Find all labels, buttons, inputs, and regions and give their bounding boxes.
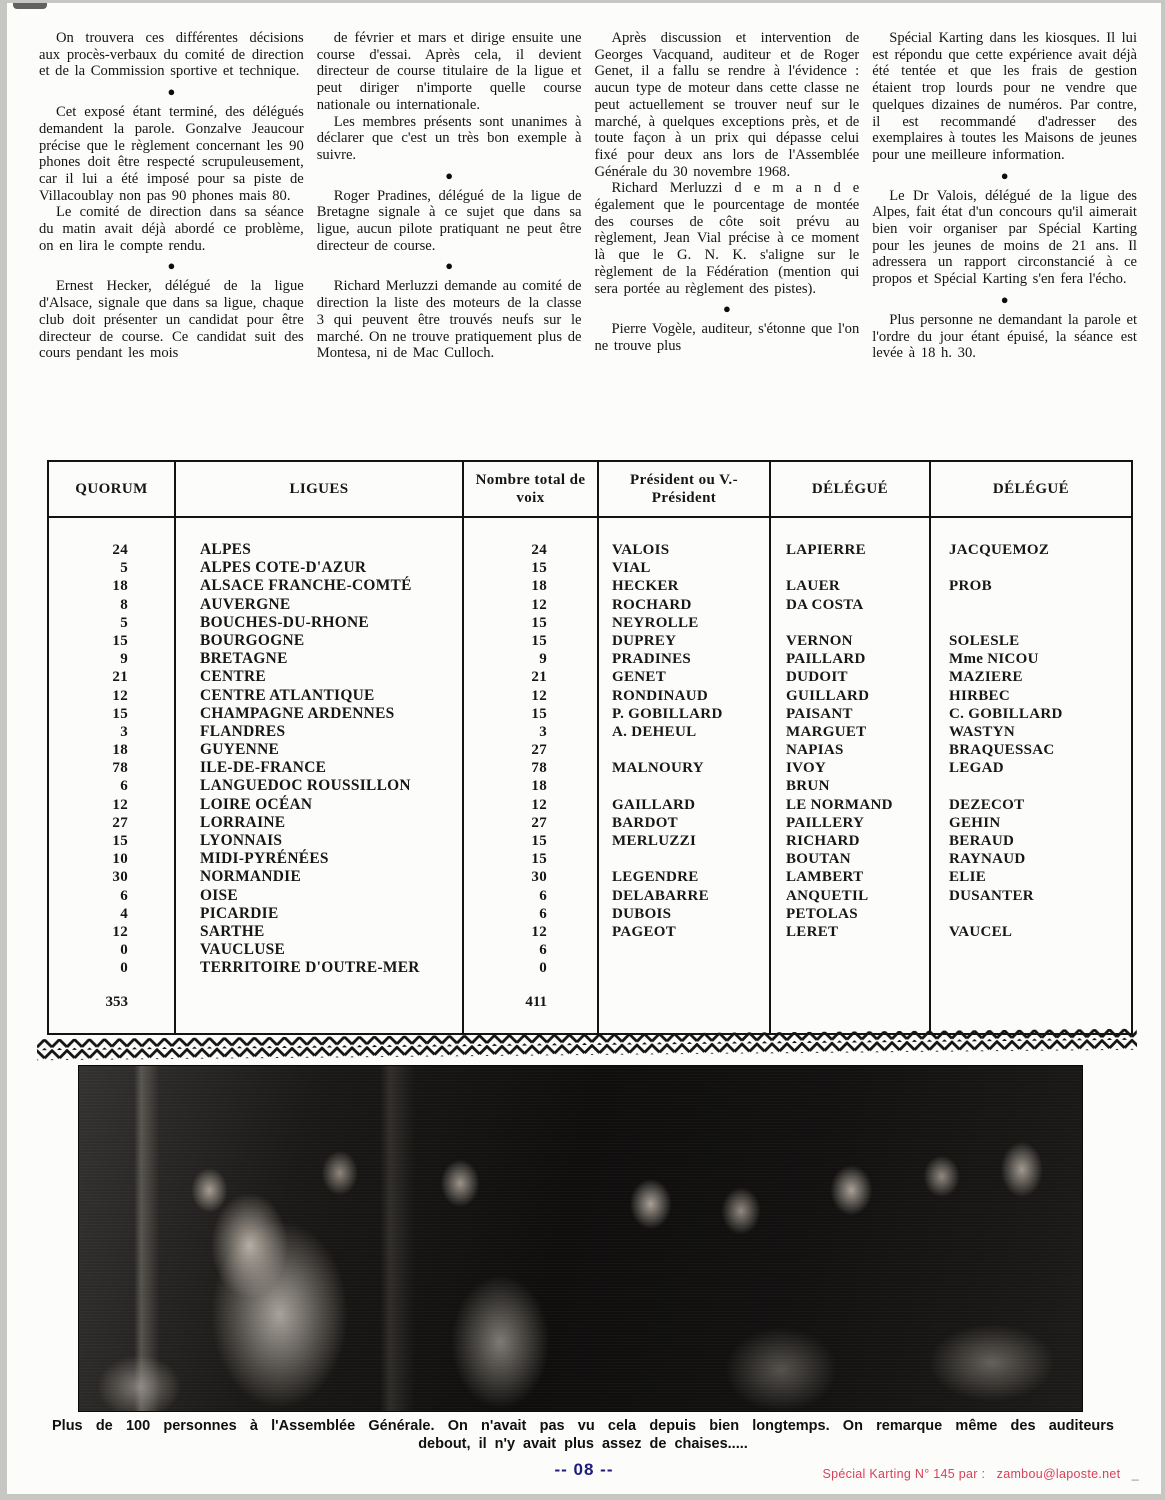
quorum-cell: 18 [112,578,128,595]
delegue1-cell: PETOLAS [786,905,858,922]
president-cell: DUBOIS [612,905,672,922]
quorum-cell: 10 [112,851,128,868]
voix-cell: 15 [531,614,547,631]
delegue2-cell [931,596,1131,614]
ligue-cell: ALPES [200,541,252,558]
ligue-cell: ALSACE FRANCHE-COMTÉ [200,577,412,595]
quorum-total: 353 [105,993,128,1010]
page-number: -- 08 -- [554,1460,614,1479]
delegue1-cell: LAUER [786,578,841,595]
voix-cell: 15 [531,705,547,722]
president-cell: LEGENDRE [612,869,699,886]
assembly-photo [79,1066,1082,1411]
president-cell: MALNOURY [612,760,704,777]
header-delegue-1: DÉLÉGUÉ [771,462,931,518]
president-cell: DELABARRE [612,887,709,904]
delegue1-cell: RICHARD [786,833,860,849]
delegue1-cell: DUDOIT [786,669,848,686]
quorum-cell: 3 [120,723,128,740]
digitization-credit [823,1467,1139,1481]
quorum-cell: 78 [112,760,128,777]
delegue2-cell: GEHIN [949,814,1001,831]
credit-email-link[interactable]: zambou@laposte.net [996,1467,1121,1481]
voix-cell: 6 [539,942,547,959]
delegue1-cell: LAPIERRE [786,542,866,558]
article-paragraph: Plus personne ne demandant la parole et l'ordre du jour étant épuisé, la séance est levée à 18 h. 30. [872,311,1137,362]
page-background [7,3,1161,1494]
delegue1-cell [771,614,929,632]
article-paragraph: Le comité de direction dans sa séance du matin avait déjà abordé ce problème, on en lira le compte rendu. [39,204,304,254]
column-delegue-2 [931,518,1131,1033]
quorum-table [47,460,1133,1035]
header-president: Président ou V.-Président [599,462,771,518]
delegue2-cell: MAZIERE [949,669,1023,686]
president-cell: RONDINAUD [612,687,709,704]
section-separator-bullet-icon: ● [445,258,454,274]
delegue2-cell: VAUCEL [949,923,1013,940]
voix-cell: 15 [531,833,547,849]
ligue-cell: ILE-DE-FRANCE [200,759,327,777]
delegue1-cell: PAISANT [786,705,853,722]
president-cell: VALOIS [612,542,670,558]
quorum-cell: 18 [112,742,128,759]
delegue1-cell: DA COSTA [786,596,864,613]
delegue2-cell: HIRBEC [949,687,1010,704]
ligue-cell: OISE [200,886,238,904]
ligue-cell: SARTHE [200,922,265,940]
president-cell: GAILLARD [612,796,696,813]
delegue1-cell: ANQUETIL [786,887,869,904]
ligue-cell: CHAMPAGNE ARDENNES [200,704,395,722]
ligue-cell: NORMANDIE [200,868,302,886]
quorum-table-header [49,462,1131,518]
delegue2-total [931,993,1131,1011]
voix-cell: 12 [531,796,547,813]
voix-cell: 0 [539,960,547,977]
president-cell [599,941,769,959]
voix-cell: 12 [531,687,547,704]
article-paragraph: Pierre Vogèle, auditeur, s'étonne que l'on ne trouve plus [594,321,860,354]
photo-caption-line-2: debout, il n'y avait plus assez de chaises..... [418,1436,748,1452]
header-delegue-2: DÉLÉGUÉ [931,462,1131,518]
delegue1-cell: PAILLARD [786,651,866,668]
delegue2-cell [931,959,1131,977]
president-cell: HECKER [612,578,679,595]
ligue-cell: PICARDIE [200,904,279,922]
delegue2-cell [931,777,1131,795]
quorum-cell: 15 [112,705,128,722]
article-paragraph: Le Dr Valois, délégué de la ligue des Alpes, fait état d'un concours qu'il aimerait bien voir organiser par Spécial Karting pour les jeunes de moins de 21 ans. Il adressera un rapport circonstancié à ce propos et Spécial Karting s'en fera l'écho. [872,187,1137,288]
ligue-cell: CENTRE ATLANTIQUE [200,686,375,704]
delegue2-cell: PROB [949,578,992,595]
president-cell: DUPREY [612,632,677,649]
column-quorum [49,518,176,1033]
header-ligues: LIGUES [176,462,464,518]
column-voix [464,518,599,1033]
ligue-cell: LYONNAIS [200,832,283,849]
article-paragraph: Ernest Hecker, délégué de la ligue d'Alsace, signale que dans sa ligue, chaque club doit présenter un candidat pour être directeur de course. Ce candidat suit des cours pendant les mois [39,278,304,362]
voix-cell: 6 [539,905,547,922]
ligue-cell: BOURGOGNE [200,631,305,649]
delegue2-cell [931,941,1131,959]
delegue1-cell: LERET [786,923,839,940]
president-cell [599,777,769,795]
delegue2-cell: DUSANTER [949,887,1034,904]
president-cell: BARDOT [612,814,678,831]
delegue1-cell: IVOY [786,760,827,777]
quorum-cell: 6 [120,778,128,795]
president-cell: VIAL [612,560,651,577]
section-separator-bullet-icon: ● [1000,291,1009,307]
quorum-cell: 12 [112,923,128,940]
quorum-cell: 9 [120,651,128,668]
voix-cell: 15 [531,560,547,577]
president-cell: GENET [612,669,667,686]
quorum-cell: 21 [112,669,128,686]
ligue-total [176,993,462,1011]
quorum-cell: 8 [120,596,128,613]
quorum-table-body [49,518,1131,1033]
delegue2-cell: LEGAD [949,760,1004,777]
voix-cell: 9 [539,651,547,668]
president-cell: PAGEOT [612,923,677,940]
delegue1-cell: BRUN [786,778,830,795]
delegue2-cell: Mme NICOU [949,651,1039,668]
delegue1-cell: PAILLERY [786,814,865,831]
voix-cell: 21 [531,669,547,686]
ligue-cell: VAUCLUSE [200,941,286,959]
delegue2-cell: SOLESLE [949,632,1020,649]
voix-cell: 24 [531,542,547,558]
delegue1-cell: GUILLARD [786,687,870,704]
credit-label: Spécial Karting N° 145 par : [822,1467,986,1481]
credit-trailing-mark: _ [1131,1467,1139,1481]
president-cell: A. DEHEUL [612,723,697,740]
article-column-4 [872,30,1137,450]
section-separator-bullet-icon: ● [445,167,454,183]
article-text-block [39,30,1137,450]
photo-caption [52,1418,1114,1452]
quorum-cell: 12 [112,796,128,813]
article-column-1 [39,30,304,450]
header-quorum: QUORUM [49,462,176,518]
delegue2-cell [931,905,1131,923]
ligue-cell: MIDI-PYRÉNÉES [200,850,329,868]
quorum-cell: 5 [120,614,128,631]
ligue-cell: LOIRE OCÉAN [200,795,313,813]
column-ligues [176,518,464,1033]
quorum-cell: 0 [120,942,128,959]
voix-cell: 27 [531,814,547,831]
delegue2-cell: BERAUD [949,833,1015,849]
president-cell: P. GOBILLARD [612,705,723,722]
article-paragraph: Richard Merluzzi demande au comité de direction la liste des moteurs de la classe 3 qui peuvent être trouvés neufs sur le marché. On ne trouve pratiquement plus de Montesa, ni de Mac Culloch. [316,278,582,362]
ligue-cell: LORRAINE [200,813,286,831]
ligue-cell: TERRITOIRE D'OUTRE-MER [200,959,420,977]
delegue1-cell [771,559,929,577]
president-cell [599,741,769,759]
ligue-cell: FLANDRES [200,722,286,740]
quorum-cell: 30 [112,869,128,886]
quorum-cell: 0 [120,960,128,977]
president-cell: PRADINES [612,651,692,668]
president-cell [599,850,769,868]
quorum-cell: 5 [120,560,128,577]
delegue1-cell: LE NORMAND [786,796,893,813]
article-paragraph: On trouvera ces différentes décisions aux procès-verbaux du comité de direction et de la Commission sportive et technique. [39,30,304,80]
quorum-cell: 12 [112,687,128,704]
ligue-cell: LANGUEDOC ROUSSILLON [200,777,411,795]
article-column-2 [317,30,582,450]
delegue2-cell: JACQUEMOZ [949,542,1050,558]
voix-cell: 27 [531,742,547,759]
quorum-cell: 4 [120,905,128,922]
voix-cell: 30 [531,869,547,886]
ligue-cell: ALPES COTE-D'AZUR [200,559,367,577]
president-cell [599,959,769,977]
voix-cell: 3 [539,723,547,740]
section-separator-bullet-icon: ● [722,301,731,317]
voix-cell: 18 [531,778,547,795]
delegue1-cell [771,959,929,977]
quorum-cell: 24 [112,542,128,558]
delegue1-cell: MARGUET [786,723,867,740]
president-total [599,993,769,1011]
header-voix: Nombre total de voix [464,462,599,518]
article-paragraph: Cet exposé étant terminé, des délégués demandent la parole. Gonzalve Jeaucour précise que le règlement concernant les 90 phones doit être respecté scrupuleusement, car il lui a été imposé pour sa piste de Villacoublay non pas 90 phones mais 80. [39,104,304,204]
quorum-cell: 15 [112,632,128,649]
ligue-cell: GUYENNE [200,741,280,759]
delegue1-cell: VERNON [786,632,853,649]
voix-cell: 78 [531,760,547,777]
article-paragraph: Les membres présents sont unanimes à déclarer que c'est un très bon exemple à suivre. [316,113,582,163]
delegue2-cell: RAYNAUD [949,851,1026,868]
voix-total: 411 [525,993,547,1010]
delegue2-cell: BRAQUESSAC [949,742,1055,759]
delegue2-cell: WASTYN [949,723,1015,740]
section-separator-bullet-icon: ● [167,258,176,274]
article-column-3 [595,30,860,450]
voix-cell: 15 [531,632,547,649]
scan-artifact [13,3,47,9]
president-cell: NEYROLLE [612,614,699,631]
delegue1-cell: BOUTAN [786,851,851,868]
delegue1-cell: LAMBERT [786,869,864,886]
quorum-cell: 6 [120,887,128,904]
ligue-cell: BRETAGNE [200,650,288,668]
article-paragraph: de février et mars et dirige ensuite une course d'essai. Après cela, il devient directeur de course titulaire de la ligue et peut diriger n'importe quelle course nationale ou internationale. [316,30,582,113]
delegue2-cell [931,559,1131,577]
delegue2-cell: C. GOBILLARD [949,705,1063,722]
delegue1-cell [771,941,929,959]
ligue-cell: CENTRE [200,668,266,686]
delegue2-cell: DEZECOT [949,796,1025,813]
voix-cell: 15 [531,851,547,868]
photo-caption-line-1: Plus de 100 personnes à l'Assemblée Générale. On n'avait pas vu cela depuis bien longtemps. On remarque même des auditeurs [52,1418,1114,1434]
delegue1-total [771,993,929,1011]
section-separator-bullet-icon: ● [1000,167,1009,183]
ligue-cell: AUVERGNE [200,595,291,613]
delegue1-cell: NAPIAS [786,742,844,759]
section-separator-bullet-icon: ● [167,84,176,100]
ligue-cell: BOUCHES-DU-RHONE [200,613,369,631]
voix-cell: 6 [539,887,547,904]
article-paragraph: Richard Merluzzi d e m a n d e également que le pourcentage de montée des courses de côte soit prévu au règlement, Jean Vial précise à ce moment là que le G. N. K. s'aligne sur le règlement de la Fédération (mention qui sera portée au règlement des pistes). [594,180,860,297]
voix-cell: 18 [531,578,547,595]
delegue2-cell [931,614,1131,632]
voix-cell: 12 [531,596,547,613]
president-cell: ROCHARD [612,596,692,613]
article-paragraph: Spécial Karting dans les kiosques. Il lui est répondu que cette expérience avait déjà été tentée et que les frais de gestion étaient trop lourds pour ne vendre que quelques dizaines de numéros. Par contre, il est recommandé d'adresser des exemplaires à toutes les Maisons de jeunes pour une meilleure information. [872,30,1137,163]
quorum-cell: 15 [112,833,128,849]
article-paragraph: Après discussion et intervention de Georges Vacquand, auditeur et de Roger Genet, il a fallu se rendre à l'évidence : aucun type de moteur dans cette classe ne peut actuellement se trouver neuf sur le marché, à quelques exceptions près, et de toute façon à un prix qui dépasse celui fixé pour deux ans lors de l'Assemblée Générale du 30 novembre 1968. [594,30,860,180]
column-president [599,518,771,1033]
quorum-cell: 27 [112,814,128,831]
article-paragraph: Roger Pradines, délégué de la ligue de Bretagne signale à ce sujet que dans sa ligue, aucun pilote pratiquant ne peut être directeur de course. [316,187,582,254]
voix-cell: 12 [531,923,547,940]
column-delegue-1 [771,518,931,1033]
president-cell: MERLUZZI [612,833,697,849]
delegue2-cell: ELIE [949,869,987,886]
